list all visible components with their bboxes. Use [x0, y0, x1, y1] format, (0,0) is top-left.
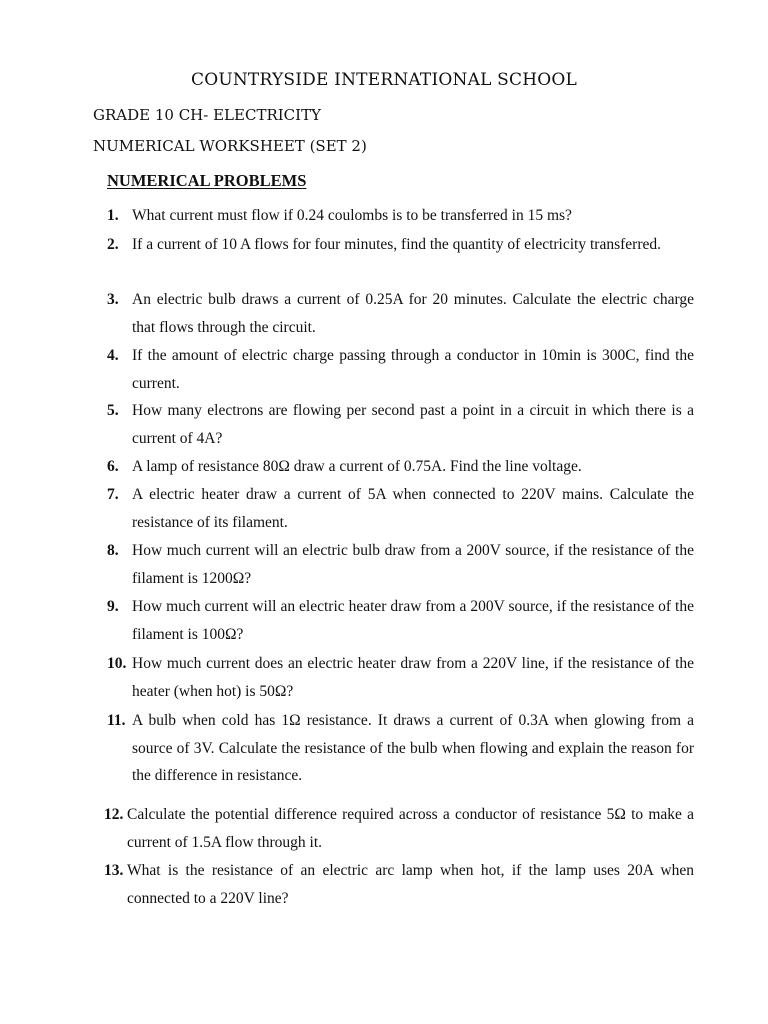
problem-text: How much current will an electric bulb draw from a 200V source, if the resistance of the filament is 1200Ω? [132, 542, 694, 587]
problem-item [107, 286, 694, 341]
problem-number: 5. [107, 402, 119, 419]
problem-text: What is the resistance of an electric arc lamp when hot, if the lamp uses 20A when connected to a 220V line? [127, 862, 694, 907]
problem-text: How much current will an electric heater draw from a 200V source, if the resistance of the filament is 100Ω? [132, 598, 694, 643]
school-title: COUNTRYSIDE INTERNATIONAL SCHOOL [190, 70, 578, 90]
problem-text: An electric bulb draws a current of 0.25A for 20 minutes. Calculate the electric charge that flows through the circuit. [132, 291, 694, 336]
problem-item [107, 481, 694, 536]
problem-text: A lamp of resistance 80Ω draw a current of 0.75A. Find the line voltage. [132, 458, 582, 475]
problem-item [107, 342, 694, 397]
problem-item [104, 801, 694, 856]
problem-text: If a current of 10 A flows for four minutes, find the quantity of electricity transferred. [132, 236, 661, 253]
problem-item [104, 857, 694, 912]
problem-number: 9. [107, 598, 119, 615]
problem-item [107, 537, 694, 592]
problem-text: If the amount of electric charge passing through a conductor in 10min is 300C, find the current. [132, 347, 694, 392]
problem-number: 7. [107, 486, 119, 503]
problem-number: 1. [107, 207, 119, 224]
problem-item [107, 707, 694, 790]
problem-text: What current must flow if 0.24 coulombs is to be transferred in 15 ms? [132, 207, 572, 224]
problem-item [107, 202, 707, 230]
problem-number: 10. [107, 655, 127, 672]
problem-text: How many electrons are flowing per second past a point in a circuit in which there is a current of 4A? [132, 402, 694, 447]
problem-item [107, 231, 694, 259]
problem-item [107, 453, 707, 481]
grade-chapter: GRADE 10 CH- ELECTRICITY [93, 106, 321, 124]
problem-number: 2. [107, 236, 119, 253]
problem-number: 6. [107, 458, 119, 475]
problem-item [107, 397, 694, 452]
problem-number: 4. [107, 347, 119, 364]
worksheet-title: NUMERICAL WORKSHEET (SET 2) [93, 137, 367, 155]
problem-text: Calculate the potential difference required across a conductor of resistance 5Ω to make a current of 1.5A flow through it. [127, 806, 694, 851]
problem-text: A bulb when cold has 1Ω resistance. It draws a current of 0.3A when glowing from a source of 3V. Calculate the resistance of the bulb when flowing and explain the reason for the difference in resistance. [132, 712, 694, 784]
problem-number: 3. [107, 291, 119, 308]
problem-item [107, 593, 694, 648]
problem-number: 11. [107, 712, 126, 729]
problem-text: A electric heater draw a current of 5A when connected to 220V mains. Calculate the resistance of its filament. [132, 486, 694, 531]
problem-number: 8. [107, 542, 119, 559]
section-heading: NUMERICAL PROBLEMS [107, 171, 307, 190]
problem-number: 12. [104, 806, 124, 823]
problem-item [107, 650, 694, 705]
problem-number: 13. [104, 862, 124, 879]
problem-text: How much current does an electric heater draw from a 220V line, if the resistance of the heater (when hot) is 50Ω? [132, 655, 694, 700]
